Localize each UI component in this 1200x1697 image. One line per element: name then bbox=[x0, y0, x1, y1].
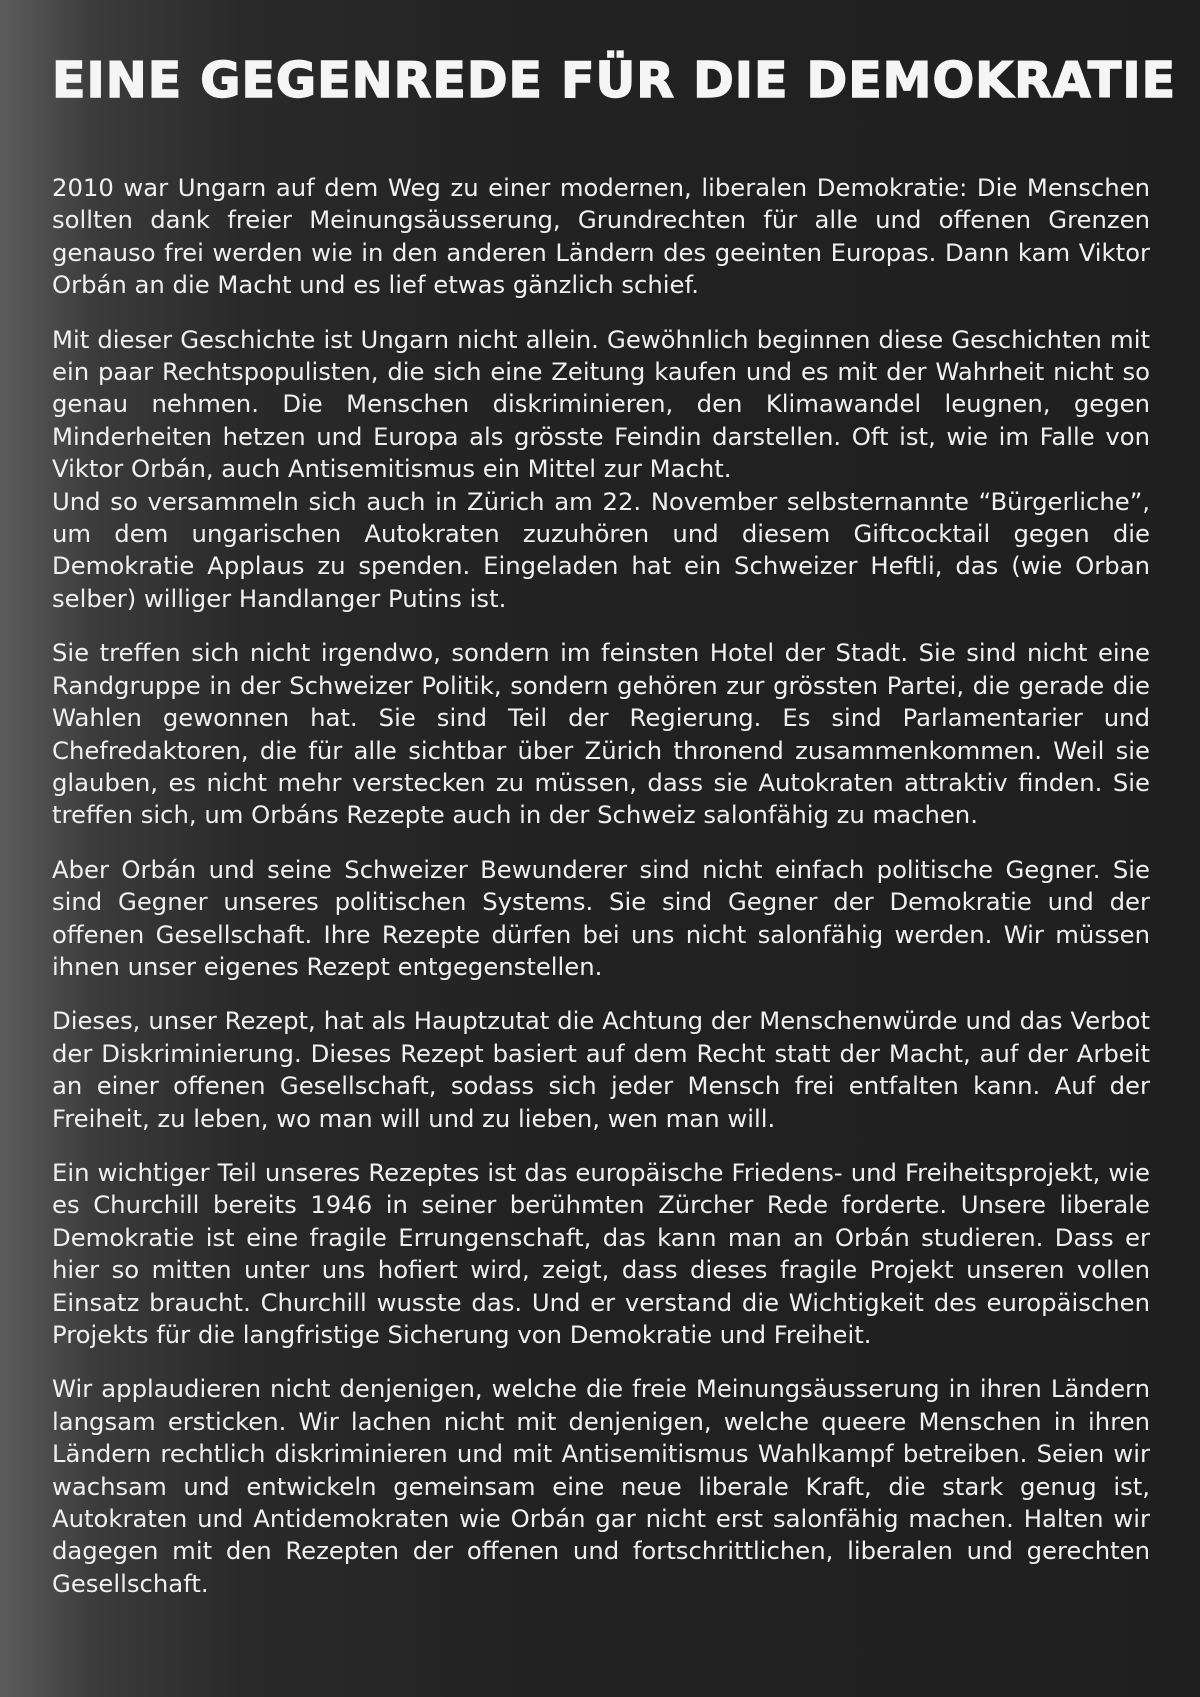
article-body bbox=[52, 172, 1150, 1600]
paragraph-8: Wir applaudieren nicht denjenigen, welche die freie Meinungsäusserung in ihren Ländern langsam ersticken. Wir lachen nicht mit denjenigen, welche queere Menschen in ihren Ländern rechtlich diskriminieren und mit Antisemitismus Wahlkampf betreiben. Seien wir wachsam und entwickeln gemeinsam eine neue liberale Kraft, die stark genug ist, Autokraten und Antidemokraten wie Orbán gar nicht erst salonfähig machen. Halten wir dagegen mit den Rezepten der offenen und fortschrittlichen, liberalen und gerechten Gesellschaft. bbox=[52, 1374, 1150, 1598]
paragraph-4: Sie treffen sich nicht irgendwo, sondern im feinsten Hotel der Stadt. Sie sind nicht eine Randgruppe in der Schweizer Politik, sondern gehören zur grössten Partei, die gerade die Wahlen gewonnen hat. Sie sind Teil der Regierung. Es sind Parlamentarier und Chefredaktoren, die für alle sichtbar über Zürich thronend zusammenkommen. Weil sie glauben, es nicht mehr verstecken zu müssen, dass sie Autokraten attraktiv finden. Sie treffen sich, um Orbáns Rezepte auch in der Schweiz salonfähig zu machen. bbox=[52, 638, 1150, 830]
paragraph-3: Und so versammeln sich auch in Zürich am 22. November selbsternannte “Bürgerliche”, um dem ungarischen Autokraten zuzuhören und diesem Giftcocktail gegen die Demokratie Applaus zu spenden. Eingeladen hat ein Schweizer Heftli, das (wie Orban selber) williger Handlanger Putins ist. bbox=[52, 486, 1150, 613]
paragraph-5: Aber Orbán und seine Schweizer Bewunderer sind nicht einfach politische Gegner. Sie sind Gegner unseres politischen Systems. Sie sind Gegner der Demokratie und der offenen Gesellschaft. Ihre Rezepte dürfen bei uns nicht salonfähig werden. Wir müssen ihnen unser eigenes Rezept entgegenstellen. bbox=[52, 854, 1150, 981]
paragraph-6: Dieses, unser Rezept, hat als Hauptzutat die Achtung der Menschenwürde und das Verbot der Diskriminierung. Dieses Rezept basiert auf dem Recht statt der Macht, auf der Arbeit an einer offenen Gesellschaft, sodass sich jeder Mensch frei entfalten kann. Auf der Freiheit, zu leben, wo man will und zu lieben, wen man will. bbox=[52, 1006, 1150, 1133]
paragraph-1: 2010 war Ungarn auf dem Weg zu einer modernen, liberalen Demokratie: Die Menschen sollten dank freier Meinungsäusserung, Grundrechten für alle und offenen Grenzen genauso frei werden wie in den anderen Ländern des geeinten Europas. Dann kam Viktor Orbán an die Macht und es lief etwas gänzlich schief. bbox=[52, 173, 1150, 300]
headline: EINE GEGENREDE FÜR DIE DEMOKRATIE bbox=[52, 52, 1177, 109]
paragraph-7: Ein wichtiger Teil unseres Rezeptes ist das europäische Friedens- und Freiheitsprojekt, wie es Churchill bereits 1946 in seiner berühmten Zürcher Rede forderte. Unsere liberale Demokratie ist eine fragile Errungenschaft, das kann man an Orbán studieren. Dass er hier so mitten unter uns hofiert wird, zeigt, dass dieses fragile Projekt unseren vollen Einsatz braucht. Churchill wusste das. Und er verstand die Wichtigkeit des europäischen Projekts für die langfristige Sicherung von Demokratie und Freiheit. bbox=[52, 1157, 1150, 1349]
paragraph-2: Mit dieser Geschichte ist Ungarn nicht allein. Gewöhnlich beginnen diese Geschichten mit ein paar Rechtspopulisten, die sich eine Zeitung kaufen und es mit der Wahrheit nicht so genau nehmen. Die Menschen diskriminieren, den Klimawandel leugnen, gegen Minderheiten hetzen und Europa als grösste Feindin darstellen. Oft ist, wie im Falle von Viktor Orbán, auch Antisemitismus ein Mittel zur Macht. bbox=[52, 324, 1150, 484]
